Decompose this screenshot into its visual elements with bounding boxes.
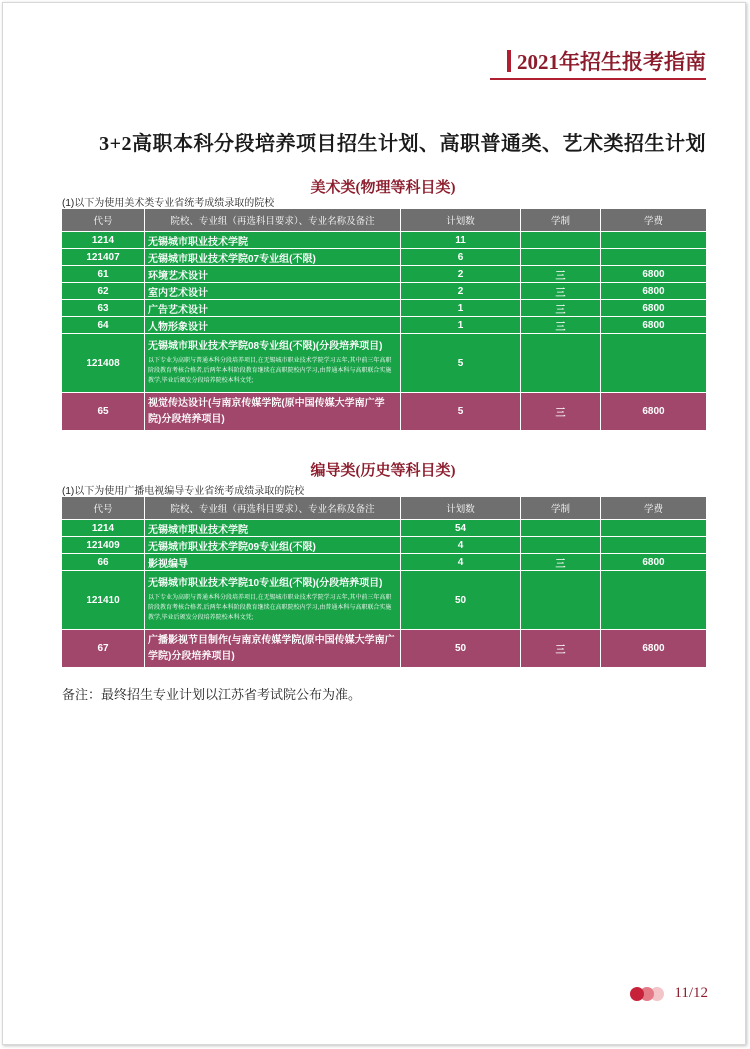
row-years xyxy=(521,249,601,266)
page-footer xyxy=(630,985,708,1002)
row-name: 影视编导 xyxy=(145,554,401,571)
col-header-code: 代号 xyxy=(62,209,145,232)
remark-note: 备注：最终招生专业计划以江苏省考试院公布为准。 xyxy=(62,687,362,702)
col-header-name: 院校、专业组（再选科目要求）、专业名称及备注 xyxy=(145,497,401,520)
table-row-group xyxy=(62,334,707,393)
table-row-group xyxy=(62,571,707,630)
row-years: 三 xyxy=(521,393,601,431)
page-number: 11/12 xyxy=(674,985,708,1001)
row-years: 三 xyxy=(521,554,601,571)
group-name: 无锡城市职业技术学院08专业组(不限)(分段培养项目) xyxy=(148,341,383,352)
table-row xyxy=(62,266,707,283)
row-name-cell xyxy=(145,334,401,393)
table-row xyxy=(62,537,707,554)
row-name: 无锡城市职业技术学院 xyxy=(145,520,401,537)
row-code: 1214 xyxy=(62,520,145,537)
row-fee xyxy=(601,520,707,537)
table-row xyxy=(62,232,707,249)
row-plan: 1 xyxy=(401,300,521,317)
table-row xyxy=(62,554,707,571)
row-name: 人物形象设计 xyxy=(145,317,401,334)
row-code: 63 xyxy=(62,300,145,317)
col-header-years: 学制 xyxy=(521,497,601,520)
row-years xyxy=(521,334,601,393)
row-fee: 6800 xyxy=(601,393,707,431)
row-name: 室内艺术设计 xyxy=(145,283,401,300)
header-accent-bar xyxy=(507,50,511,72)
dot-icon xyxy=(630,987,644,1001)
row-code: 64 xyxy=(62,317,145,334)
row-years: 三 xyxy=(521,283,601,300)
row-fee xyxy=(601,334,707,393)
header-title: 2021年招生报考指南 xyxy=(517,50,706,74)
row-name: 广告艺术设计 xyxy=(145,300,401,317)
row-code: 121409 xyxy=(62,537,145,554)
row-years xyxy=(521,520,601,537)
row-code: 121407 xyxy=(62,249,145,266)
directing-plan-table xyxy=(61,496,707,668)
col-header-code: 代号 xyxy=(62,497,145,520)
row-name: 视觉传达设计(与南京传媒学院(原中国传媒大学南广学院)分段培养项目) xyxy=(148,397,385,425)
row-fee xyxy=(601,537,707,554)
row-name: 无锡城市职业技术学院07专业组(不限) xyxy=(145,249,401,266)
row-plan: 50 xyxy=(401,571,521,630)
table-header-row xyxy=(62,497,707,520)
row-fee: 6800 xyxy=(601,266,707,283)
row-fee: 6800 xyxy=(601,317,707,334)
page-header xyxy=(507,46,706,76)
row-code: 1214 xyxy=(62,232,145,249)
row-plan: 5 xyxy=(401,334,521,393)
table-row xyxy=(62,283,707,300)
row-fee xyxy=(601,232,707,249)
row-name-cell xyxy=(145,630,401,668)
row-plan: 11 xyxy=(401,232,521,249)
row-name: 无锡城市职业技术学院 xyxy=(145,232,401,249)
row-code: 121408 xyxy=(62,334,145,393)
row-plan: 2 xyxy=(401,283,521,300)
row-fee: 6800 xyxy=(601,554,707,571)
table-row xyxy=(62,300,707,317)
document-title: 3+2高职本科分段培养项目招生计划、高职普通类、艺术类招生计划 xyxy=(99,133,706,155)
section-note-directing: (1)以下为使用广播电视编导专业省统考成绩录取的院校 xyxy=(62,486,305,497)
row-fee: 6800 xyxy=(601,283,707,300)
row-code: 61 xyxy=(62,266,145,283)
group-description: 以下专业为高职与普通本科分段培养项目,在无锡城市职业技术学院学习五年,其中前三年高职阶段教育考核合格者,后两年本科阶段教育继续在高职院校内学习,由普通本科与高职联合实施教学,毕业后颁发分段培养院校本科文凭; xyxy=(148,595,392,621)
row-name: 环境艺术设计 xyxy=(145,266,401,283)
row-years: 三 xyxy=(521,300,601,317)
col-header-years: 学制 xyxy=(521,209,601,232)
table-header-row xyxy=(62,209,707,232)
col-header-fee: 学费 xyxy=(601,497,707,520)
row-years xyxy=(521,537,601,554)
col-header-fee: 学费 xyxy=(601,209,707,232)
row-plan: 54 xyxy=(401,520,521,537)
row-plan: 4 xyxy=(401,554,521,571)
section-title-directing: 编导类(历史等科目类) xyxy=(310,463,456,479)
row-plan: 2 xyxy=(401,266,521,283)
decorative-dots-icon xyxy=(630,987,664,1001)
col-header-plan: 计划数 xyxy=(401,497,521,520)
row-years: 三 xyxy=(521,317,601,334)
table-row-split xyxy=(62,630,707,668)
row-fee: 6800 xyxy=(601,630,707,668)
row-code: 67 xyxy=(62,630,145,668)
row-plan: 6 xyxy=(401,249,521,266)
art-plan-table xyxy=(61,208,707,431)
table-row xyxy=(62,249,707,266)
row-years: 三 xyxy=(521,630,601,668)
row-years xyxy=(521,571,601,630)
row-fee xyxy=(601,571,707,630)
group-name: 无锡城市职业技术学院10专业组(不限)(分段培养项目) xyxy=(148,578,383,589)
row-plan: 4 xyxy=(401,537,521,554)
table-row xyxy=(62,520,707,537)
row-code: 121410 xyxy=(62,571,145,630)
table-row xyxy=(62,317,707,334)
table-row-split xyxy=(62,393,707,431)
row-fee: 6800 xyxy=(601,300,707,317)
section-note-art: (1)以下为使用美术类专业省统考成绩录取的院校 xyxy=(62,198,275,209)
row-name: 广播影视节目制作(与南京传媒学院(原中国传媒大学南广学院)分段培养项目) xyxy=(148,634,395,662)
group-description: 以下专业为高职与普通本科分段培养项目,在无锡城市职业技术学院学习五年,其中前三年高职阶段教育考核合格者,后两年本科阶段教育继续在高职院校内学习,由普通本科与高职联合实施教学,毕业后颁发分段培养院校本科文凭; xyxy=(148,358,392,384)
header-rule xyxy=(490,78,706,80)
row-fee xyxy=(601,249,707,266)
row-plan: 1 xyxy=(401,317,521,334)
row-code: 66 xyxy=(62,554,145,571)
section-title-art: 美术类(物理等科目类) xyxy=(310,180,456,196)
row-years xyxy=(521,232,601,249)
row-code: 62 xyxy=(62,283,145,300)
row-name-cell xyxy=(145,571,401,630)
row-plan: 5 xyxy=(401,393,521,431)
col-header-name: 院校、专业组（再选科目要求）、专业名称及备注 xyxy=(145,209,401,232)
row-name-cell xyxy=(145,393,401,431)
row-code: 65 xyxy=(62,393,145,431)
col-header-plan: 计划数 xyxy=(401,209,521,232)
row-name: 无锡城市职业技术学院09专业组(不限) xyxy=(145,537,401,554)
row-plan: 50 xyxy=(401,630,521,668)
row-years: 三 xyxy=(521,266,601,283)
